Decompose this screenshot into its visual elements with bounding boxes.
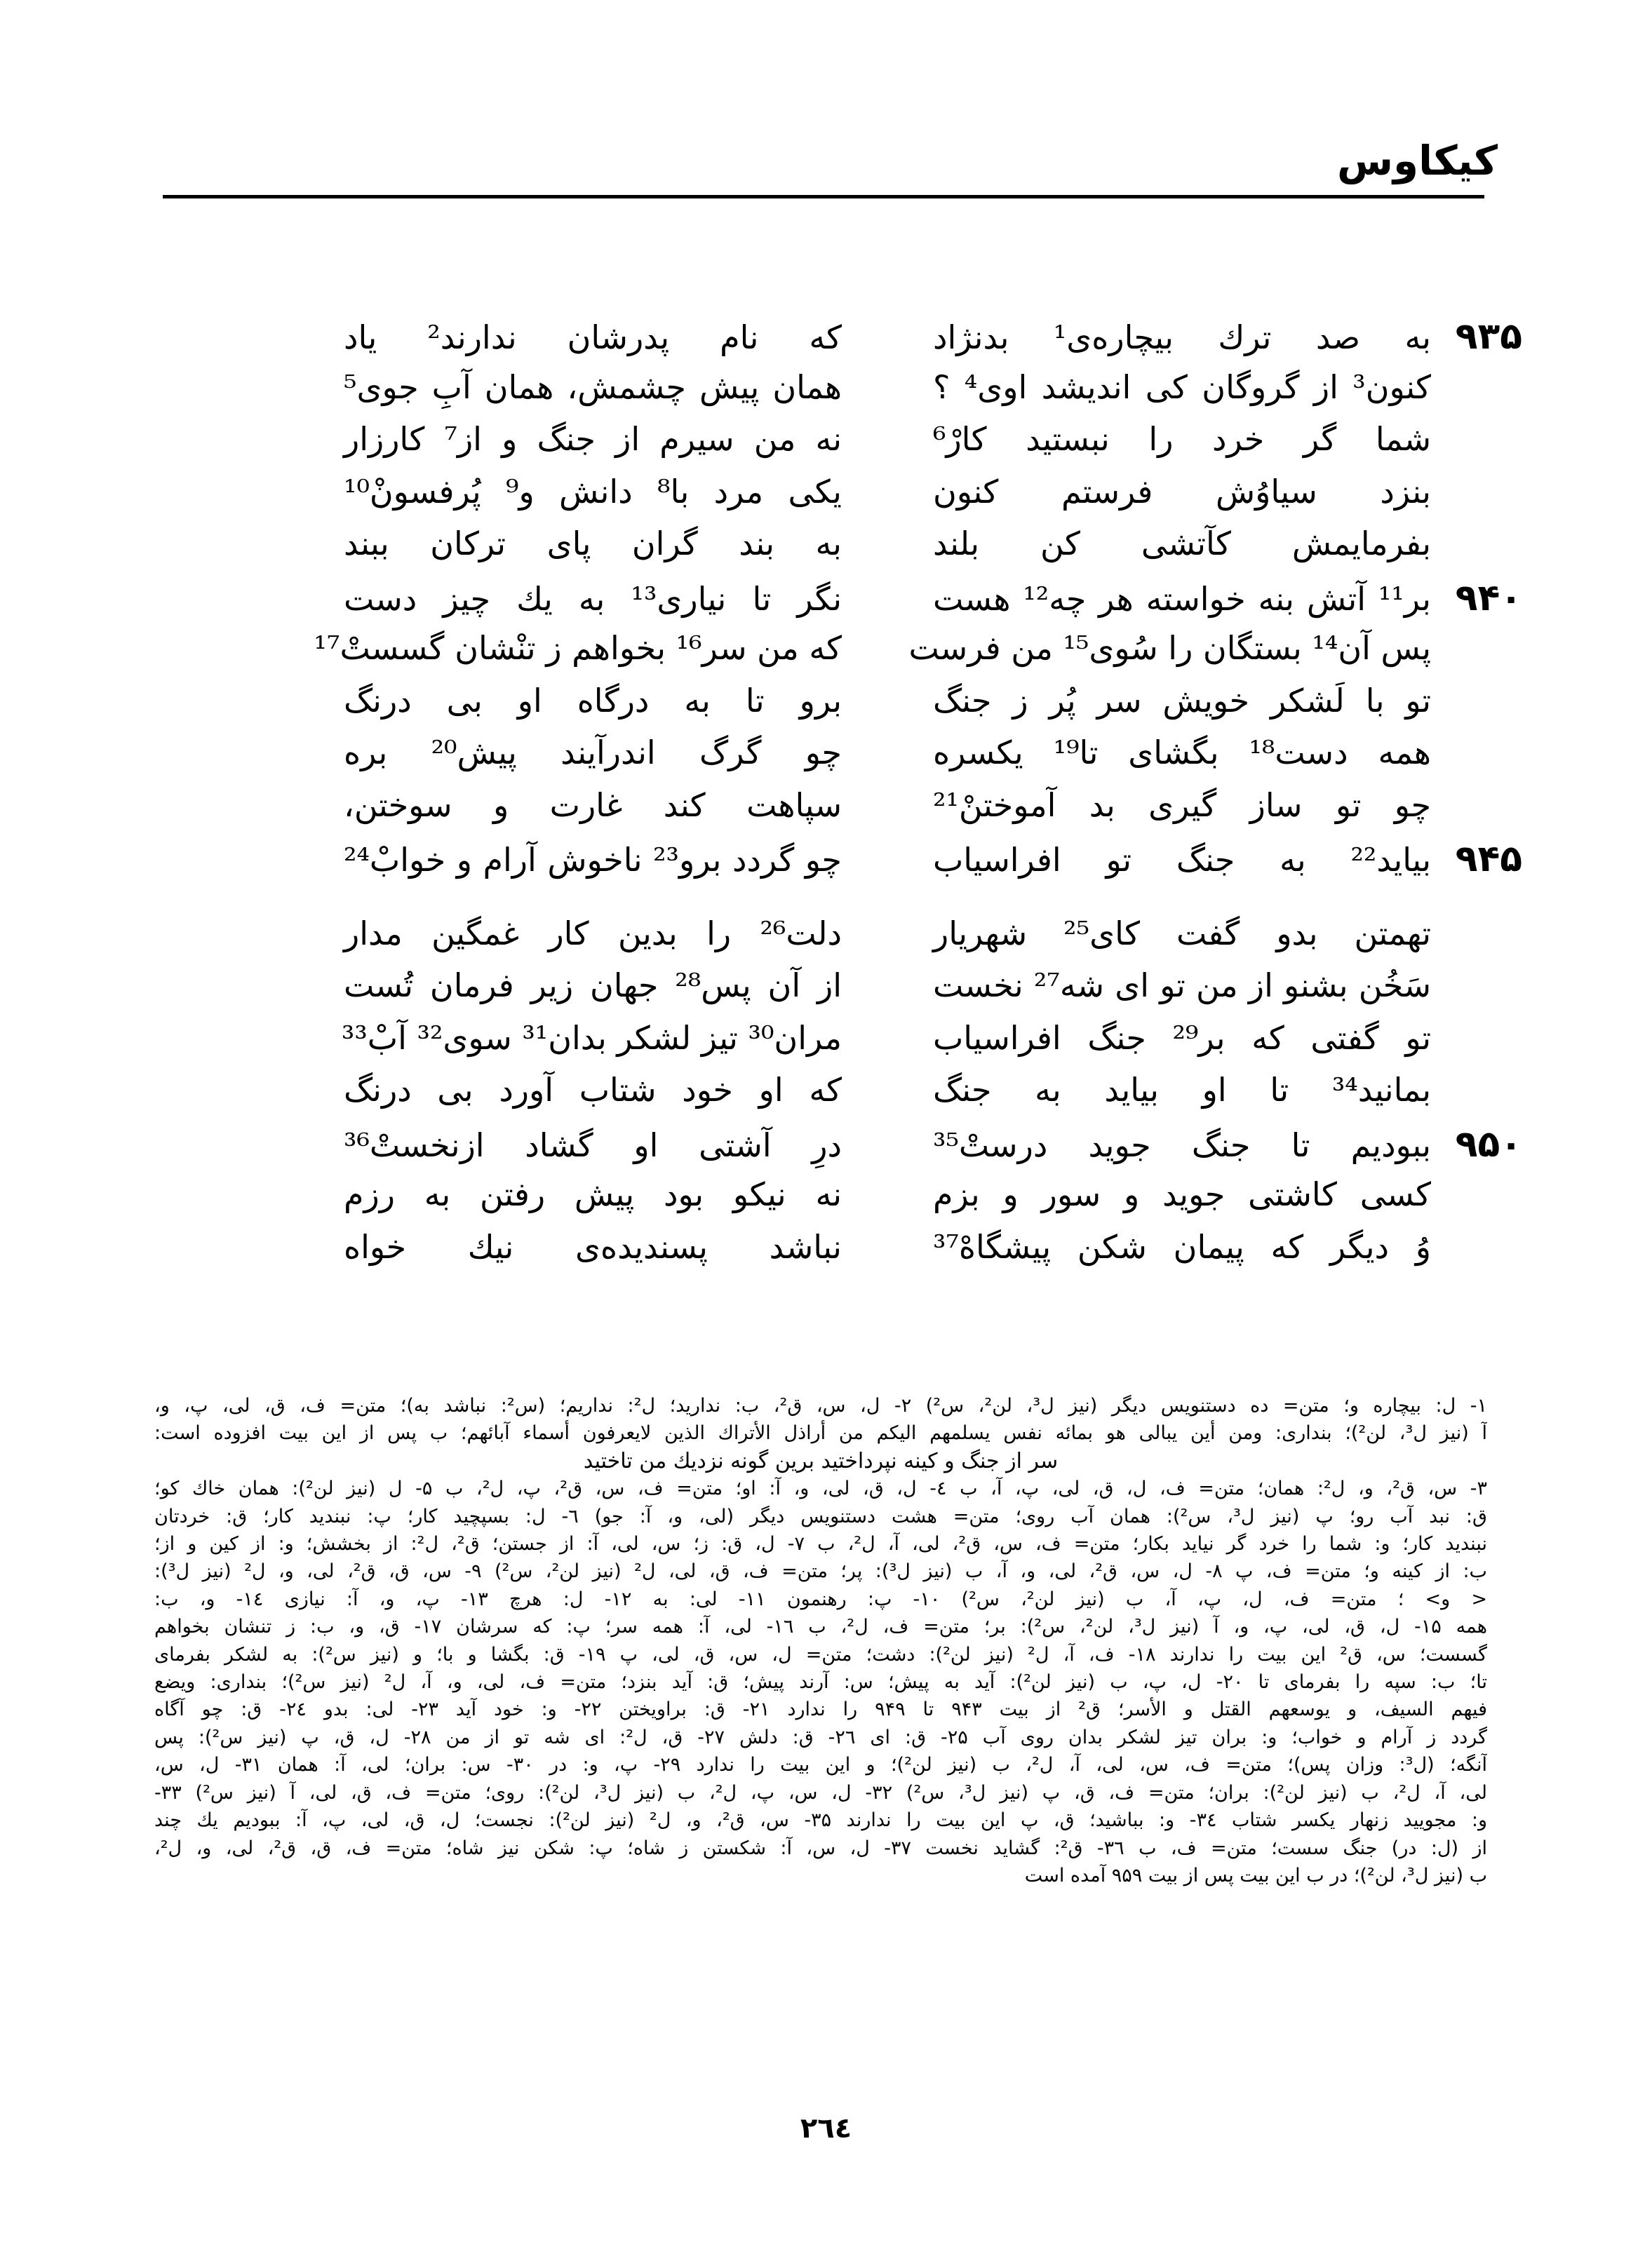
hemistich-right: همه دست¹⁸ بگشای تا¹⁹ یکسره (933, 734, 1431, 771)
footnote-line: آ (نیز ل³، لن²)؛ بنداری: ومن أین یبالی هو بمائه نفس یسلمهم الیکم من أراذل الأتراك الذین لایعرفون أسماء آبائهم؛ ب پس از این بیت افزوده است: (154, 1422, 1487, 1445)
footnote-line: ۱- ل: بیچاره و؛ متن= ده دستنویس دیگر (نیز ل³، لن²، س²) ۲- ل، س، ق²، ب: ندارید؛ ل²: نداریم؛ (س²: نباشد به)؛ متن= ف، ق، لی، پ، و، (154, 1395, 1487, 1417)
hemistich-left: که من سر¹⁶ بخواهم ز تنْشان گسستْ¹⁷ (314, 629, 842, 667)
hemistich-right: کنون³ از گروگان کی اندیشد اوی⁴ ؟ (933, 367, 1432, 406)
hemistich-left: به بند گران پای ترکان ببند (344, 525, 842, 562)
couplet (231, 525, 1522, 577)
page-number: ۲٦٤ (800, 2112, 852, 2145)
footnote-line: فیهم السیف، و یوسعهم القتل و الأسر؛ ق² از بیت ۹۴۳ تا ۹۴۹ را ندارد ۲۱- ق: براویختن ۲۲- و: خود آید ۲۳- لی: بدو ٢٤- ق: چو آگاه (154, 1699, 1487, 1721)
hemistich-right: کسی کاشتی جوید و سور و بزم (933, 1175, 1431, 1213)
hemistich-right: بمانید³⁴ تا او بیاید به جنگ (933, 1071, 1431, 1109)
couplet (231, 1123, 1522, 1176)
stanza (231, 316, 1522, 891)
hemistich-left: برو تا به درگاه او بی درنگ (344, 681, 842, 720)
footnote-line: و: مجویید زنهار یکسر شتاب ۳٤- و: بباشید؛ ق، پ این بیت را ندارند ۳۵- س، ق²، و، ل² (نیز لن²): نجست؛ ل، ق، لی، پ، آ: ببودیم یك چند (154, 1809, 1487, 1832)
footnote-line: گسست؛ س، ق² این بیت را ندارند ۱۸- ف، آ، ل² (نیز لن²): دشت؛ متن= ل، س، ق، لی، پ ۱۹- ق: بگشا و با؛ و (نیز س²): به لشکر بفرمای (154, 1643, 1487, 1666)
hemistich-right: تو با لَشکر خویش سر پُر ز جنگ (933, 681, 1431, 720)
hemistich-left: نه نیکو بود پیش رفتن به رزم (344, 1175, 842, 1213)
footnote-inserted-verse: سر از جنگ و کینه نپرداختید برین گونه نزدیك من تاختید (583, 1448, 1059, 1473)
hemistich-left: نباشد پسندیده‌ی نیك خواه (344, 1227, 842, 1266)
verse-number: ۹۳۵ (1455, 316, 1522, 358)
poem-body (231, 316, 1522, 1304)
hemistich-right: ببودیم تا جنگ جوید درستْ³⁵ (933, 1126, 1431, 1164)
couplet (231, 914, 1522, 967)
hemistich-right: به صد ترك بیچاره‌ی¹ بدنژاد (933, 318, 1431, 356)
footnote-line: گردد ز آرام و خواب؛ و: بران تیز لشکر بدان روی آب ۲۵- ق: ای ۲٦- ق: دلش ۲۷- ق، ل²: ای شه تو از من ۲۸- ل، ق، پ (نیز س²): پس (154, 1726, 1487, 1748)
hemistich-left: دلت²⁶ را بدین کار غمگین مدار (344, 914, 842, 952)
hemistich-left: از آن پس²⁸ جهان زیر فرمان تُست (344, 966, 842, 1004)
footnote-line: لی، آ، ل²، ب (نیز لن²): بران؛ متن= ف، ق، پ (نیز ل³، س²) ۳۲- ل، س، پ، ل²، ب (نیز ل³، لن²): روی؛ متن= ف، ق، لی، آ (نیز س²) ۳۳- (154, 1781, 1487, 1804)
hemistich-right: تهمتن بدو گفت کای²⁵ شهریار (933, 914, 1431, 952)
footnote-line: نبندید کار؛ و: شما را خرد گر نیاید بکار؛ متن= ف، س، ق²، لی، آ، ل²، ب ٧- ل، ق: ز؛ س، لی، آ: از جستن؛ ق²، ل²: از بخشش؛ و: از کین و از؛ (154, 1533, 1487, 1555)
verse-number: ۹۵۰ (1455, 1123, 1522, 1166)
couplet (231, 734, 1522, 786)
couplet (231, 838, 1522, 891)
footnote-line: ق: نبد آب رو؛ پ (نیز ل³، س²): همان آب روی؛ متن= هشت دستنویس دیگر (لی، و، آ: جو) ٦- ل: بسپچید کار؛ پ: نبندید کار؛ ق: خردتان (154, 1505, 1487, 1527)
hemistich-left: درِ آشتی او گشاد ازنخستْ³⁶ (344, 1126, 842, 1164)
footnote-line: < و> ؛ متن= ف، ل، پ، آ، ب (نیز لن²، س²) ۱۰- پ: رهنمون ۱۱- لی: به ۱۲- ل: هرچ ۱۳- پ، و، آ: نیازی ١٤- و، ب: (154, 1588, 1487, 1610)
couplet (231, 1228, 1522, 1281)
couplet (231, 629, 1522, 682)
couplet (231, 1019, 1522, 1072)
couplet (231, 577, 1522, 630)
couplet (231, 682, 1522, 734)
footnote-line: تا؛ ب: سپه را بفرمای تا ۲۰- ل، پ، ب (نیز لن²): آید به پیش؛ س: آرند پیش؛ ق: آید بنزد؛ متن= ف، لی، و، آ، ل² (نیز س²)؛ بنداری: ویضع (154, 1671, 1487, 1694)
couplet (231, 966, 1522, 1019)
hemistich-right: سَخُن بشنو از من تو ای شه²⁷ نخست (933, 966, 1431, 1004)
couplet (231, 420, 1522, 473)
hemistich-left: سپاهت کند غارت و سوختن، (344, 785, 842, 824)
couplet (231, 1071, 1522, 1123)
hemistich-left: یکی مرد با⁸ دانش و⁹ پُرفسونْ¹⁰ (344, 472, 842, 511)
hemistich-left: مران³⁰ تیز لشکر بدان³¹ سوی³² آبْ³³ (341, 1018, 842, 1057)
stanza (231, 914, 1522, 1281)
running-title: کیکاوس (1337, 137, 1498, 184)
verse-number: ۹۴۵ (1455, 838, 1522, 880)
hemistich-right: بفرمایمش کآتشی کن بلند (933, 525, 1431, 562)
hemistich-left: همان پیش چشمش، همان آبِ جوی⁵ (344, 367, 842, 406)
hemistich-right: تو گفتی که بر²⁹ جنگ افراسیاب (933, 1018, 1432, 1057)
footnote-line: از (ل: در) جنگ سست؛ متن= ف، ب ۳٦- ق²: گشاید نخست ۳۷- ل، س، آ: شکستن ز شاه؛ پ: شکن نیز شاه؛ متن= ف، ق، ق²، لی، و، ل²، (154, 1837, 1487, 1859)
hemistich-right: بر¹¹ آتش بنه خواسته هر چه¹² هست (933, 579, 1431, 618)
hemistich-right: چو تو ساز گیری بد آموختنْ²¹ (933, 785, 1431, 824)
couplet (231, 316, 1522, 368)
footnote-line: ب (نیز ل³، لن²)؛ در ب این بیت پس از بیت ۹۵۹ آمده است (1024, 1864, 1487, 1886)
footnote-line: همه ۱۵- ل، ق، لی، پ، و، آ (نیز ل³، لن²، س²): بر؛ متن= ف، ل²، ب ۱٦- لی، آ: همه سر؛ پ: که سرشان ۱۷- ق، و، ب: ز تنشان بخواهم (154, 1616, 1487, 1638)
footnote-line: ب: از کینه و؛ متن= ف، پ ٨- ل، س، ق²، لی، و، آ، ب (نیز ل³): پر؛ متن= ف، ق، لی، ل² (نیز لن²، س²) ٩- س، ق، ق²، لی، و، ل² (نیز ل³): (154, 1560, 1487, 1583)
couplet (231, 1175, 1522, 1228)
verse-number: ۹۴۰ (1455, 576, 1522, 619)
hemistich-left: نه من سیرم از جنگ و از⁷ کارزار (344, 420, 842, 458)
hemistich-right: شما گر خرد را نبستید کارْ⁶ (933, 420, 1431, 458)
footnote-line: ۳- س، ق²، و، ل²: همان؛ متن= ف، ل، ق، لی، پ، آ، ب ٤- ل، ق، لی، و، آ: او؛ متن= ف، س، ق²، پ، ل²، ب ۵- ل (نیز لن²): همان خاك کو؛ (154, 1478, 1487, 1500)
hemistich-right: پس آن¹⁴ بستگان را سُوی¹⁵ من فرست (908, 629, 1431, 667)
hemistich-right: بیاید²² به جنگ تو افراسیاب (933, 841, 1431, 879)
hemistich-left: نگر تا نیاری¹³ به یك چیز دست (344, 579, 842, 618)
couplet (231, 786, 1522, 839)
hemistich-left: که او خود شتاب آورد بی درنگ (344, 1071, 842, 1109)
header-rule (163, 195, 1484, 198)
footnote-line: آنگه؛ (ل³: وزان پس)؛ متن= ف، س، لی، آ، ل²، ب (نیز لن²)؛ و این بیت را ندارد ۲۹- پ، و: در ۳۰- س: بران؛ لی، آ: همان ۳۱- ل، س، (154, 1754, 1487, 1776)
hemistich-left: که نام پدرشان ندارند² یاد (344, 318, 842, 356)
footnotes (154, 1392, 1487, 1889)
hemistich-right: بنزد سیاوُش فرستم کنون (933, 472, 1431, 511)
hemistich-right: وُ دیگر که پیمان شکن پیشگاهْ³⁷ (933, 1227, 1431, 1266)
hemistich-left: چو گردد برو²³ ناخوش آرام و خوابْ²⁴ (344, 841, 842, 879)
hemistich-left: چو گرگ اندرآیند پیش²⁰ بره (344, 734, 842, 771)
couplet (231, 473, 1522, 525)
couplet (231, 368, 1522, 421)
